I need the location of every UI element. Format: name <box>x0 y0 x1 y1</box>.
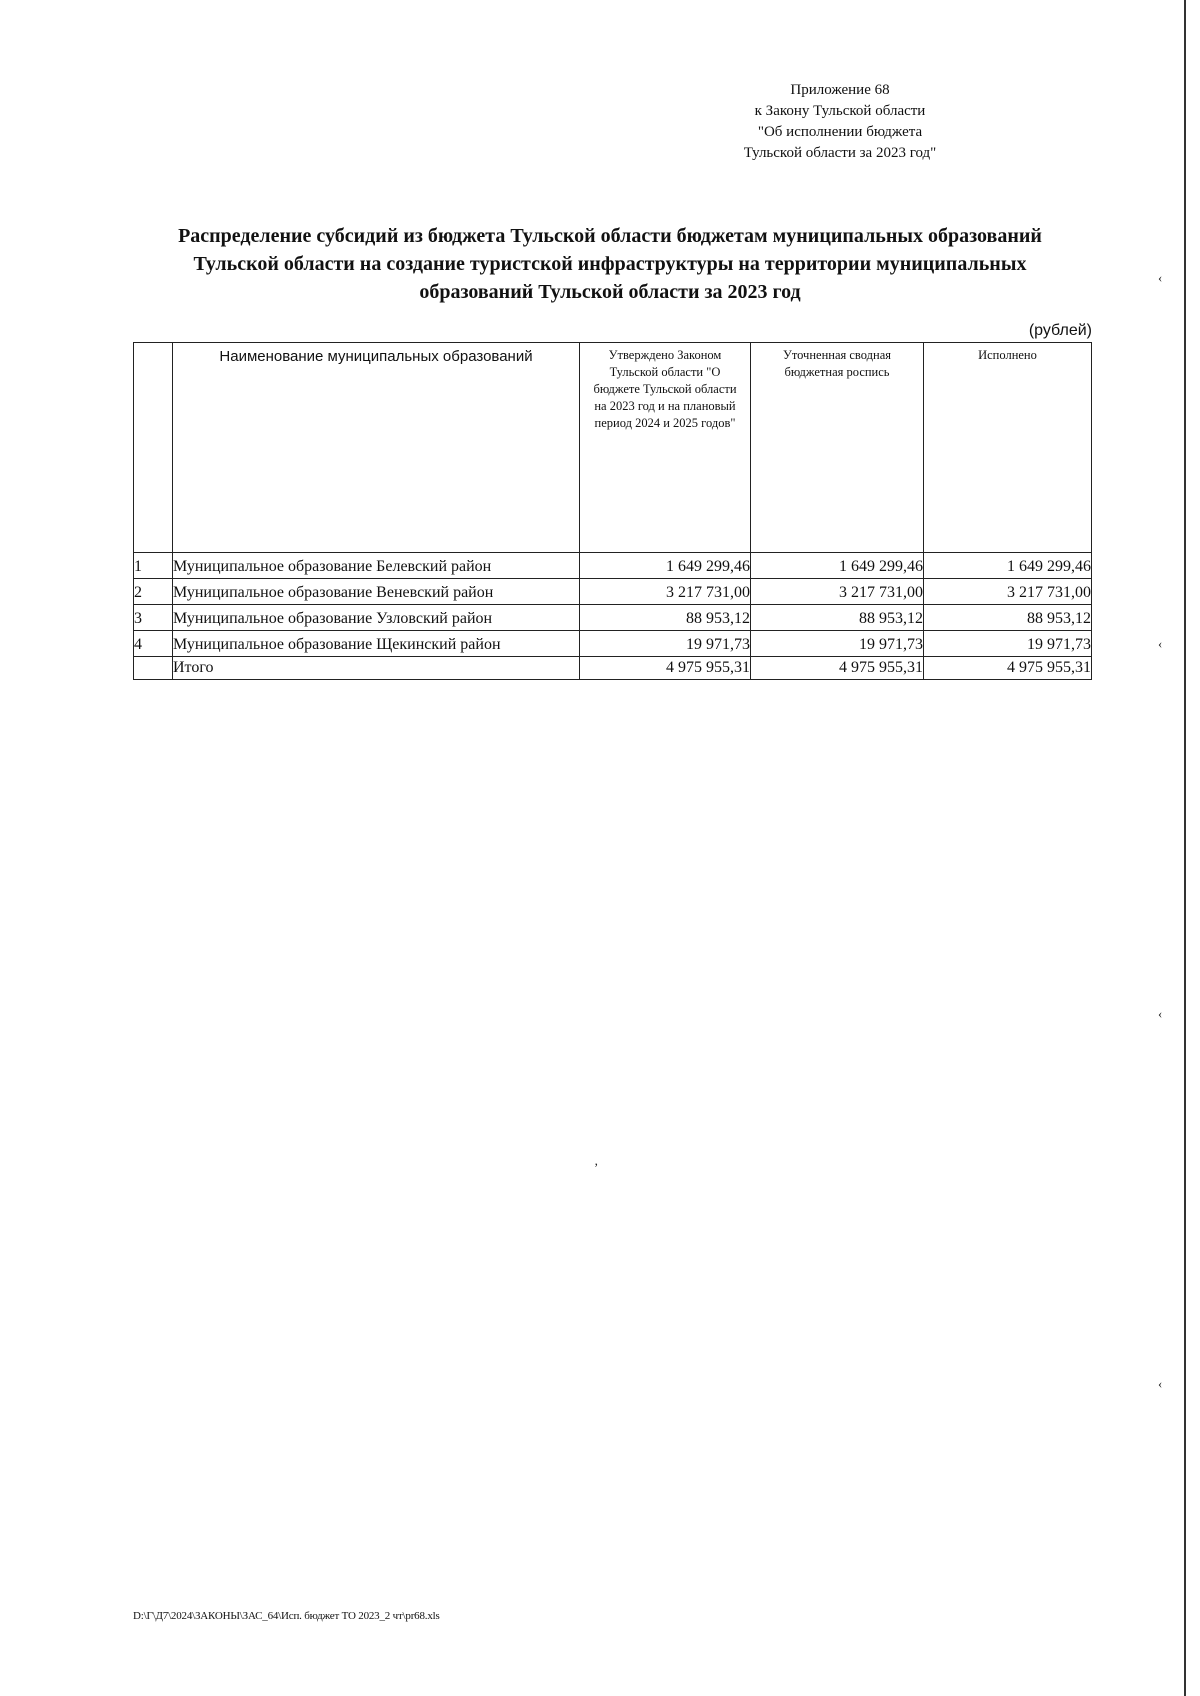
row-refined: 3 217 731,00 <box>751 579 924 605</box>
row-refined: 19 971,73 <box>751 631 924 657</box>
appendix-line: Тульской области за 2023 год" <box>743 145 937 161</box>
title-line: Тульской области на создание туристской инфраструктуры на территории муниципальных <box>193 253 1027 275</box>
row-approved: 1 649 299,46 <box>580 553 751 579</box>
row-name: Муниципальное образование Узловский район <box>173 605 580 631</box>
row-name: Муниципальное образование Белевский район <box>173 553 580 579</box>
total-executed: 4 975 955,31 <box>924 657 1092 680</box>
header-approved: Утверждено Законом Тульской области "О бюджете Тульской области на 2023 год и на плановый период 2024 и 2025 годов" <box>580 343 751 553</box>
total-refined: 4 975 955,31 <box>751 657 924 680</box>
row-executed: 3 217 731,00 <box>924 579 1092 605</box>
scan-mark: ’ <box>594 1160 599 1175</box>
row-executed: 19 971,73 <box>924 631 1092 657</box>
title-line: образований Тульской области за 2023 год <box>419 281 801 303</box>
appendix-line: к Закону Тульской области <box>754 103 926 119</box>
appendix-line: Приложение 68 <box>790 82 890 98</box>
file-path-footer: D:\Г\Д7\2024\ЗАКОНЫ\ЗАС_64\Исп. бюджет ТО 2023_2 чт\pr68.xls <box>133 1610 440 1622</box>
header-executed: Исполнено <box>924 343 1092 553</box>
table-row <box>134 631 1092 657</box>
total-num <box>134 657 173 680</box>
appendix-line: "Об исполнении бюджета <box>757 124 923 140</box>
row-approved: 19 971,73 <box>580 631 751 657</box>
page-edge-line <box>1184 0 1186 1696</box>
header-refined: Уточненная сводная бюджетная роспись <box>751 343 924 553</box>
table-row <box>134 579 1092 605</box>
row-executed: 1 649 299,46 <box>924 553 1092 579</box>
row-name: Муниципальное образование Щекинский район <box>173 631 580 657</box>
total-approved: 4 975 955,31 <box>580 657 751 680</box>
row-num: 4 <box>134 631 173 657</box>
scan-mark: ‹ <box>1158 1006 1163 1021</box>
row-num: 3 <box>134 605 173 631</box>
total-label: Итого <box>173 657 580 680</box>
total-row <box>134 657 1092 680</box>
row-name: Муниципальное образование Веневский район <box>173 579 580 605</box>
row-refined: 1 649 299,46 <box>751 553 924 579</box>
row-num: 1 <box>134 553 173 579</box>
units-label: (рублей) <box>1028 322 1092 339</box>
row-approved: 3 217 731,00 <box>580 579 751 605</box>
scan-mark: ‹ <box>1158 270 1163 285</box>
table-row <box>134 553 1092 579</box>
scan-mark: ‹ <box>1158 636 1163 651</box>
table-header-row <box>134 343 1092 553</box>
document-title <box>120 222 1100 306</box>
header-name: Наименование муниципальных образований <box>173 343 580 553</box>
title-line: Распределение субсидий из бюджета Тульской области бюджетам муниципальных образований <box>178 225 1042 247</box>
subsidy-table <box>133 342 1092 680</box>
appendix-header <box>690 80 990 164</box>
row-num: 2 <box>134 579 173 605</box>
row-refined: 88 953,12 <box>751 605 924 631</box>
row-approved: 88 953,12 <box>580 605 751 631</box>
header-num <box>134 343 173 553</box>
row-executed: 88 953,12 <box>924 605 1092 631</box>
table-row <box>134 605 1092 631</box>
scan-mark: ‹ <box>1158 1376 1163 1391</box>
